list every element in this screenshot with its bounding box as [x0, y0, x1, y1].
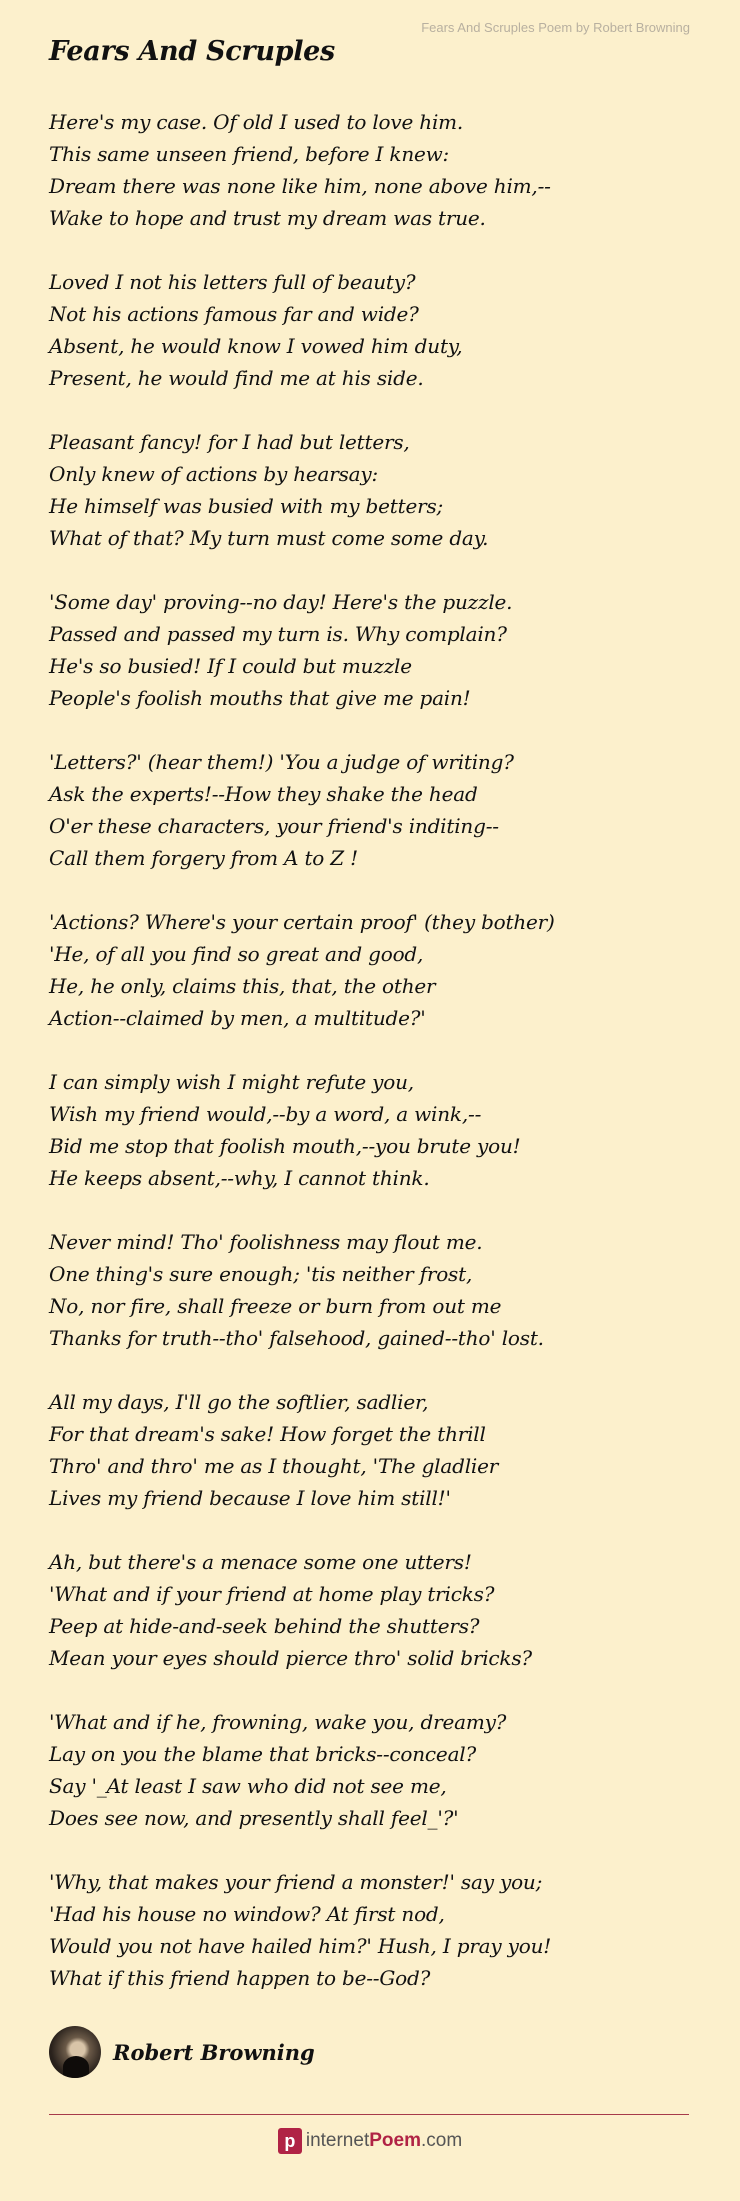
poem-line: Passed and passed my turn is. Why complain?: [49, 622, 507, 646]
poem-line: Wake to hope and trust my dream was true.: [49, 206, 486, 230]
poem-line: 'Why, that makes your friend a monster!' say you;: [49, 1870, 543, 1894]
site-logo-text-poem: Poem: [369, 2130, 421, 2151]
poem-line: 'Letters?' (hear them!) 'You a judge of writing?: [49, 750, 514, 774]
poem-line: Present, he would find me at his side.: [49, 366, 424, 390]
stanza: [49, 266, 699, 394]
poem-line: This same unseen friend, before I knew:: [49, 142, 450, 166]
site-logo[interactable]: [0, 2128, 740, 2154]
stanza: [49, 106, 699, 234]
poem-line: 'Had his house no window? At first nod,: [49, 1902, 445, 1926]
stanza: [49, 906, 699, 1034]
poem-line: He himself was busied with my betters;: [49, 494, 444, 518]
poem-line: Only knew of actions by hearsay:: [49, 462, 379, 486]
footer-divider: [49, 2114, 689, 2115]
poem-line: What if this friend happen to be--God?: [49, 1966, 431, 1990]
stanza: [49, 1706, 699, 1834]
site-logo-text-com: .com: [420, 2130, 463, 2151]
poem-line: Loved I not his letters full of beauty?: [49, 270, 416, 294]
poem-line: Lay on you the blame that bricks--conceal?: [49, 1742, 477, 1766]
poem-line: He, he only, claims this, that, the other: [49, 974, 436, 998]
poem-body: [49, 106, 699, 2026]
poem-line: Thro' and thro' me as I thought, 'The gladlier: [49, 1454, 499, 1478]
author-name[interactable]: Robert Browning: [113, 2039, 315, 2065]
author-block[interactable]: [49, 2026, 315, 2078]
poem-line: Thanks for truth--tho' falsehood, gained--tho' lost.: [49, 1326, 544, 1350]
poem-line: Call them forgery from A to Z !: [49, 846, 358, 870]
poem-line: Pleasant fancy! for I had but letters,: [49, 430, 410, 454]
poem-line: Never mind! Tho' foolishness may flout me.: [49, 1230, 483, 1254]
poem-line: He keeps absent,--why, I cannot think.: [49, 1166, 430, 1190]
poem-line: Lives my friend because I love him still!': [49, 1486, 451, 1510]
poem-line: Absent, he would know I vowed him duty,: [49, 334, 463, 358]
poem-line: Dream there was none like him, none above him,--: [49, 174, 551, 198]
poem-line: Not his actions famous far and wide?: [49, 302, 419, 326]
poem-line: For that dream's sake! How forget the thrill: [49, 1422, 486, 1446]
header-caption: Fears And Scruples Poem by Robert Browning: [421, 20, 690, 35]
poem-line: Would you not have hailed him?' Hush, I pray you!: [49, 1934, 552, 1958]
site-logo-icon: p: [278, 2128, 302, 2154]
poem-line: Action--claimed by men, a multitude?': [49, 1006, 426, 1030]
poem-line: People's foolish mouths that give me pain!: [49, 686, 471, 710]
stanza: [49, 1866, 699, 1994]
poem-line: One thing's sure enough; 'tis neither frost,: [49, 1262, 473, 1286]
poem-line: O'er these characters, your friend's inditing--: [49, 814, 499, 838]
author-avatar[interactable]: [49, 2026, 101, 2078]
poem-line: Bid me stop that foolish mouth,--you brute you!: [49, 1134, 521, 1158]
poem-title: Fears And Scruples: [49, 36, 335, 67]
poem-line: No, nor fire, shall freeze or burn from out me: [49, 1294, 502, 1318]
stanza: [49, 1226, 699, 1354]
poem-line: What of that? My turn must come some day.: [49, 526, 489, 550]
poem-line: Does see now, and presently shall feel_'?': [49, 1806, 459, 1830]
poem-line: Peep at hide-and-seek behind the shutters?: [49, 1614, 480, 1638]
stanza: [49, 1546, 699, 1674]
site-logo-text-internet: internet: [305, 2130, 370, 2151]
poem-line: Ask the experts!--How they shake the head: [49, 782, 478, 806]
poem-line: He's so busied! If I could but muzzle: [49, 654, 412, 678]
poem-line: Say '_At least I saw who did not see me,: [49, 1774, 447, 1798]
poem-line: 'He, of all you find so great and good,: [49, 942, 424, 966]
poem-line: 'Some day' proving--no day! Here's the puzzle.: [49, 590, 513, 614]
poem-line: I can simply wish I might refute you,: [49, 1070, 414, 1094]
poem-line: Here's my case. Of old I used to love him.: [49, 110, 464, 134]
poem-line: Mean your eyes should pierce thro' solid bricks?: [49, 1646, 532, 1670]
stanza: [49, 1386, 699, 1514]
poem-line: 'What and if he, frowning, wake you, dreamy?: [49, 1710, 507, 1734]
stanza: [49, 426, 699, 554]
poem-line: 'Actions? Where's your certain proof' (they bother): [49, 910, 555, 934]
poem-line: Ah, but there's a menace some one utters!: [49, 1550, 472, 1574]
poem-line: 'What and if your friend at home play tricks?: [49, 1582, 495, 1606]
stanza: [49, 586, 699, 714]
stanza: [49, 1066, 699, 1194]
poem-line: All my days, I'll go the softlier, sadlier,: [49, 1390, 429, 1414]
poem-line: Wish my friend would,--by a word, a wink,--: [49, 1102, 482, 1126]
stanza: [49, 746, 699, 874]
